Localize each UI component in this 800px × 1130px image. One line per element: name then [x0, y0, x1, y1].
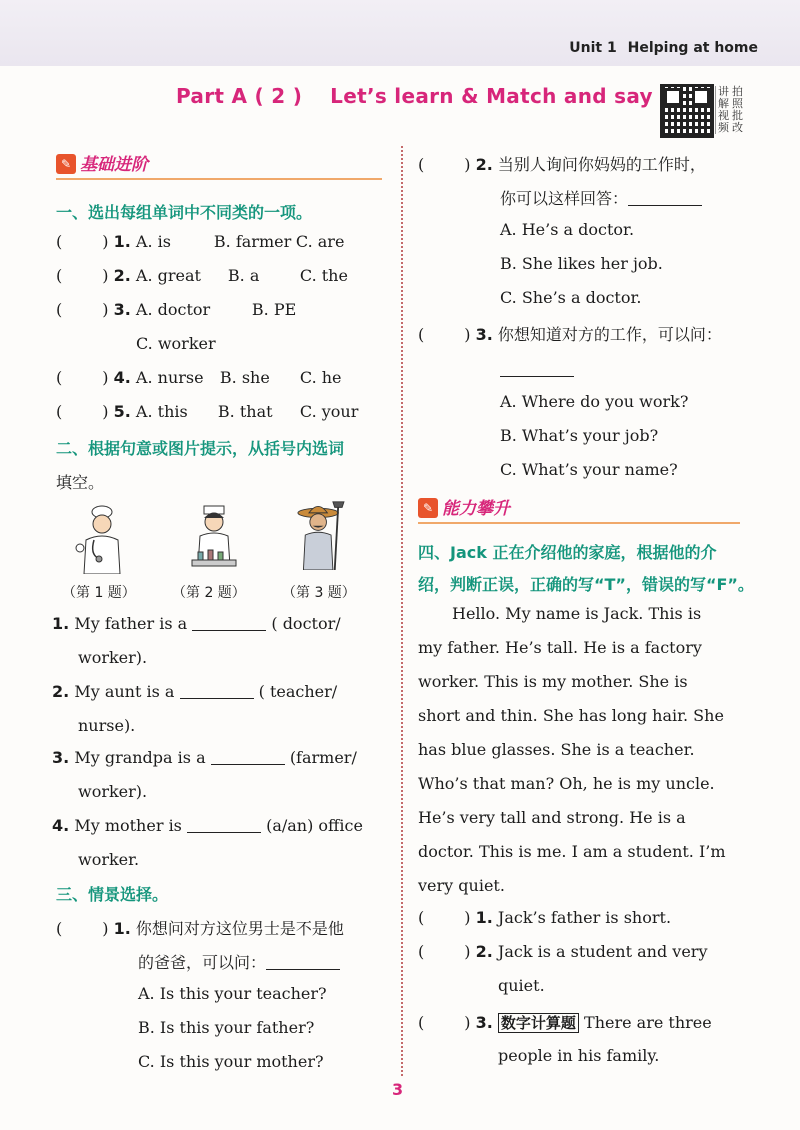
answer-blank[interactable] — [180, 698, 254, 699]
q3-option: B. What’s your job? — [500, 426, 659, 445]
passage-line: Hello. My name is Jack. This is — [452, 604, 702, 623]
answer-blank[interactable] — [187, 832, 261, 833]
q4-item: ( ) 3. 数字计算题 There are three — [418, 1013, 712, 1032]
q3-option: C. What’s your name? — [500, 460, 678, 479]
q1-item: ( ) 5. A. this B. that C. your — [56, 402, 359, 421]
q2-item-cont: worker). — [78, 782, 148, 801]
nurse-illustration — [184, 504, 244, 574]
q3-option: A. He’s a doctor. — [500, 220, 635, 239]
unit-title: Helping at home — [627, 40, 758, 56]
q1-item: ( ) 1. A. is B. farmer C. are — [56, 232, 345, 251]
q4-item: ( ) 2. Jack is a student and very — [418, 942, 708, 961]
q3-heading: 三、情景选择。 — [56, 885, 169, 904]
q3-item-cont: 你可以这样回答： — [500, 186, 702, 209]
q4-heading-cont: 绍，判断正误，正确的写“T”，错误的写“F”。 — [418, 575, 754, 594]
answer-blank[interactable] — [628, 205, 702, 206]
passage-line: worker. This is my mother. She is — [418, 672, 688, 691]
farmer-illustration — [290, 500, 350, 570]
q3-option: B. Is this your father? — [138, 1018, 315, 1037]
passage-line: He’s very tall and strong. He is a — [418, 808, 686, 827]
section-advanced-title: 能力攀升 — [442, 499, 510, 519]
q2-item-cont: worker. — [78, 850, 140, 869]
q4-item-cont: people in his family. — [498, 1046, 660, 1065]
q2-item-cont: nurse). — [78, 716, 136, 735]
qr-code-icon[interactable] — [660, 84, 714, 138]
q3-option: B. She likes her job. — [500, 254, 663, 273]
doctor-illustration — [72, 504, 132, 574]
q3-item: ( ) 1. 你想问对方这位男士是不是他 — [56, 919, 344, 938]
q3-option: C. She’s a doctor. — [500, 288, 642, 307]
title-part: Part A ( 2 ) — [176, 84, 303, 108]
q2-heading: 二、根据句意或图片提示，从括号内选词 — [56, 439, 345, 458]
unit-tab — [563, 40, 758, 56]
q3-option: A. Where do you work? — [500, 392, 689, 411]
passage-line: my father. He’s tall. He is a factory — [418, 638, 702, 657]
pencil-icon: ✎ — [56, 154, 76, 174]
pencil-icon: ✎ — [418, 498, 438, 518]
q3-option: A. Is this your teacher? — [138, 984, 327, 1003]
q2-item: 4. My mother is (a/an) office — [52, 816, 363, 835]
column-divider — [401, 146, 403, 1076]
passage-line: very quiet. — [418, 876, 505, 895]
figure-caption-1: （第 1 题） — [62, 585, 136, 601]
q1-heading: 一、选出每组单词中不同类的一项。 — [56, 203, 313, 222]
figure-caption-3: （第 3 题） — [282, 585, 356, 601]
section-advanced — [418, 494, 740, 524]
unit-label: Unit 1 — [569, 40, 617, 56]
page-title — [176, 84, 653, 108]
q2-item: 3. My grandpa is a (farmer/ — [52, 748, 357, 767]
section-basic-title: 基础进阶 — [80, 155, 148, 175]
answer-blank[interactable] — [266, 969, 340, 970]
answer-blank[interactable] — [192, 630, 266, 631]
q3-option: C. Is this your mother? — [138, 1052, 324, 1071]
q2-item: 2. My aunt is a ( teacher/ — [52, 682, 338, 701]
q2-item-cont: worker). — [78, 648, 148, 667]
qr-label: 讲 拍 解 照 视 批 频 改 — [715, 86, 746, 134]
q2-item: 1. My father is a ( doctor/ — [52, 614, 341, 633]
figure-caption-2: （第 2 题） — [172, 585, 246, 601]
q3-item-cont: 的爸爸，可以问： — [138, 950, 340, 973]
q4-item-cont: quiet. — [498, 976, 545, 995]
tag-label: 数字计算题 — [498, 1013, 579, 1033]
q1-item: ( ) 3. A. doctor B. PE — [56, 300, 297, 319]
answer-blank[interactable] — [211, 764, 285, 765]
passage-line: has blue glasses. She is a teacher. — [418, 740, 695, 759]
q1-item-cont: C. worker — [136, 334, 216, 353]
q1-item: ( ) 2. A. great B. a C. the — [56, 266, 348, 285]
q1-item: ( ) 4. A. nurse B. she C. he — [56, 368, 342, 387]
passage-line: short and thin. She has long hair. She — [418, 706, 724, 725]
q4-heading: 四、Jack 正在介绍他的家庭，根据他的介 — [418, 543, 717, 562]
passage-line: doctor. This is me. I am a student. I’m — [418, 842, 726, 861]
answer-blank[interactable] — [500, 376, 574, 377]
q2-heading-cont: 填空。 — [56, 473, 105, 492]
title-main: Let’s learn & Match and say — [330, 84, 653, 108]
passage-line: Who’s that man? Oh, he is my uncle. — [418, 774, 715, 793]
q4-item: ( ) 1. Jack’s father is short. — [418, 908, 672, 927]
q3-item: ( ) 2. 当别人询问你妈妈的工作时， — [418, 155, 706, 174]
section-basic — [56, 150, 382, 180]
q3-item-cont — [500, 360, 574, 379]
page-number: 3 — [392, 1080, 404, 1099]
q3-item: ( ) 3. 你想知道对方的工作，可以问： — [418, 325, 722, 344]
top-band — [0, 0, 800, 66]
